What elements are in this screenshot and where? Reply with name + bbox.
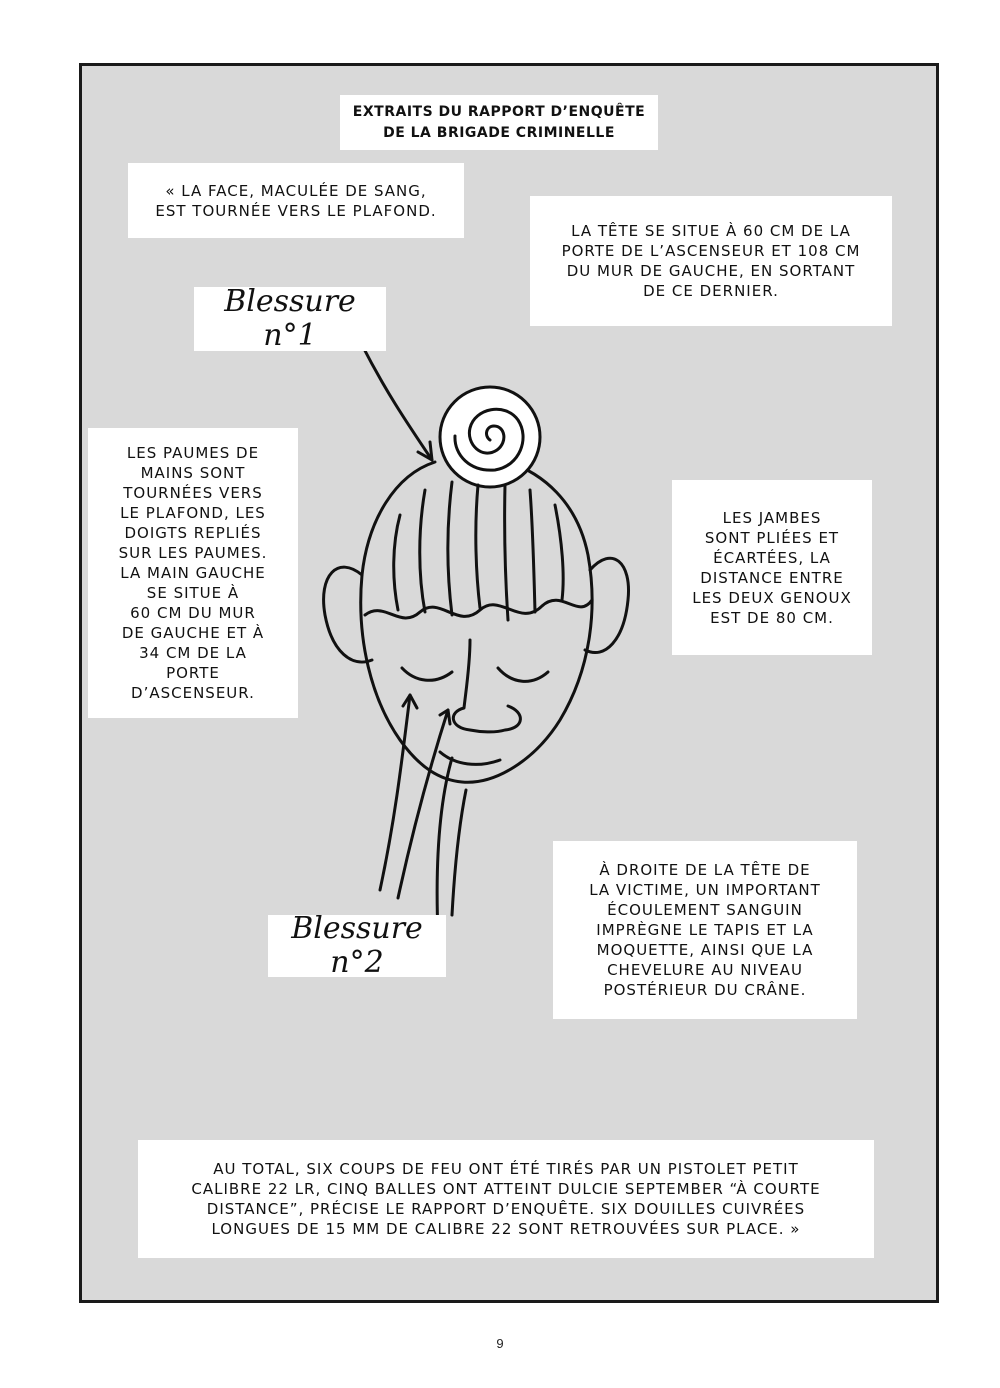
caption-head-position: LA TÊTE SE SITUE À 60 CM DE LA PORTE DE L’ASCENSEUR ET 108 CM DU MUR DE GAUCHE, EN SORTANT DE CE DERNIER. xyxy=(530,196,892,326)
report-title: EXTRAITS DU RAPPORT D’ENQUÊTE DE LA BRIGADE CRIMINELLE xyxy=(340,95,658,150)
caption-legs: LES JAMBES SONT PLIÉES ET ÉCARTÉES, LA DISTANCE ENTRE LES DEUX GENOUX EST DE 80 CM. xyxy=(672,480,872,655)
label-wound-2: Blessure n°2 xyxy=(268,915,446,977)
caption-face: « LA FACE, MACULÉE DE SANG, EST TOURNÉE VERS LE PLAFOND. xyxy=(128,163,464,238)
caption-blood: À DROITE DE LA TÊTE DE LA VICTIME, UN IMPORTANT ÉCOULEMENT SANGUIN IMPRÈGNE LE TAPIS ET LA MOQUETTE, AINSI QUE LA CHEVELURE AU NIVEAU POSTÉRIEUR DU CRÂNE. xyxy=(553,841,857,1019)
nose xyxy=(453,640,520,732)
caption-summary: AU TOTAL, SIX COUPS DE FEU ONT ÉTÉ TIRÉS PAR UN PISTOLET PETIT CALIBRE 22 LR, CINQ BALLES ONT ATTEINT DULCIE SEPTEMBER “À COURTE DISTANCE”, PRÉCISE LE RAPPORT D’ENQUÊTE. SIX DOUILLES CUIVRÉES LONGUES DE 15 MM DE CALIBRE 22 SONT RETROUVÉES SUR PLACE. » xyxy=(138,1140,874,1258)
page-number: 9 xyxy=(496,1336,504,1351)
mouth xyxy=(440,752,500,764)
left-eye xyxy=(402,668,452,680)
arrow-wound-1 xyxy=(362,345,432,460)
caption-hands: LES PAUMES DE MAINS SONT TOURNÉES VERS LE PLAFOND, LES DOIGTS REPLIÉS SUR LES PAUMES. LA MAIN GAUCHE SE SITUE À 60 CM DU MUR DE GAUCHE ET À 34 CM DE LA PORTE D’ASCENSEUR. xyxy=(88,428,298,718)
right-eye xyxy=(498,668,548,681)
hair-strands xyxy=(394,482,563,620)
label-wound-1: Blessure n°1 xyxy=(194,287,386,351)
